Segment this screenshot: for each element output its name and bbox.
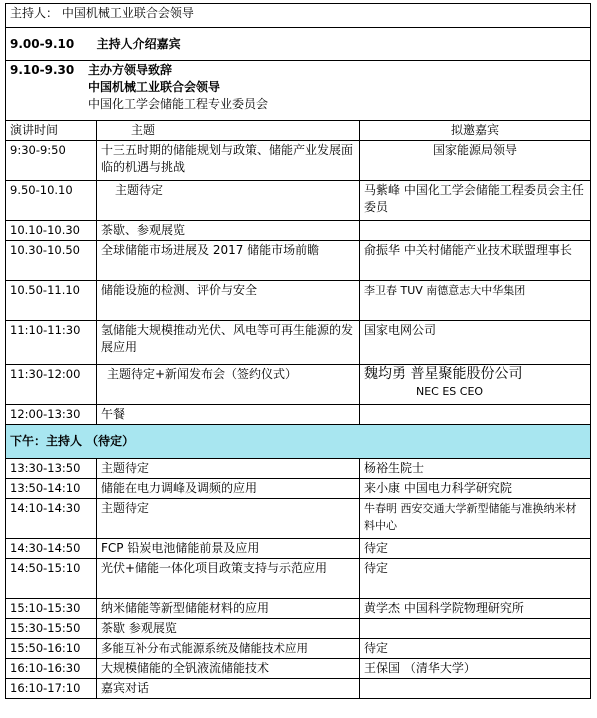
col-topic-header: 主题: [97, 121, 360, 141]
col-time-header: 演讲时间: [6, 121, 97, 141]
table-row: [6, 499, 591, 539]
table-row: [6, 679, 591, 699]
row-topic: 光伏+储能一体化项目政策支持与示范应用: [97, 559, 360, 599]
row-time: 10.30-10.50: [6, 241, 97, 281]
row-speaker: 来小康 中国电力科学研究院: [360, 479, 591, 499]
col-speaker-header: 拟邀嘉宾: [360, 121, 591, 141]
row-topic: 茶歇、参观展览: [97, 221, 360, 241]
opening-title: 主办方领导致辞: [88, 63, 173, 77]
table-row: [6, 599, 591, 619]
intro-cell: [6, 28, 591, 61]
row-time: 12:00-13:30: [6, 405, 97, 425]
row-speaker: 王保国 （清华大学）: [360, 659, 591, 679]
row-speaker: 牛春明 西安交通大学新型储能与准换纳米材料中心: [360, 499, 591, 539]
row-speaker-cell: [360, 365, 591, 405]
row-topic: 主题待定: [97, 499, 360, 539]
afternoon-host-row: [6, 425, 591, 459]
row-time: 15:30-15:50: [6, 619, 97, 639]
table-row: [6, 559, 591, 599]
row-speaker: 国家电网公司: [360, 321, 591, 365]
row-speaker-secondary: NEC ES CEO: [416, 385, 484, 398]
table-row: [6, 459, 591, 479]
opening-line3: 中国化工学会储能工程专业委员会: [88, 97, 269, 111]
morning-host: 主持人： 中国机械工业联合会领导: [6, 4, 591, 28]
row-time: 14:10-14:30: [6, 499, 97, 539]
table-row: [6, 141, 591, 181]
row-time: 10.10-10.30: [6, 221, 97, 241]
table-row: [6, 639, 591, 659]
row-topic: 茶歇 参观展览: [97, 619, 360, 639]
row-speaker: 待定: [360, 559, 591, 599]
row-time: 15:10-15:30: [6, 599, 97, 619]
row-topic: 全球储能市场进展及 2017 储能市场前瞻: [97, 241, 360, 281]
row-topic: FCP 铅炭电池储能前景及应用: [97, 539, 360, 559]
opening-line2: 中国机械工业联合会领导: [88, 80, 221, 94]
row-topic: 主题待定: [97, 181, 360, 221]
row-time: 11:30-12:00: [6, 365, 97, 405]
row-time: 15:50-16:10: [6, 639, 97, 659]
row-topic: 大规模储能的全钒液流储能技术: [97, 659, 360, 679]
table-row: [6, 281, 591, 321]
row-time: 9.50-10.10: [6, 181, 97, 221]
row-time: 11:10-11:30: [6, 321, 97, 365]
row-speaker: 待定: [360, 539, 591, 559]
row-topic: 多能互补分布式能源系统及储能技术应用: [97, 639, 360, 659]
table-row: [6, 539, 591, 559]
host-row: [6, 4, 591, 28]
row-topic: 午餐: [97, 405, 360, 425]
table-row: [6, 619, 591, 639]
opening-cell: [6, 61, 591, 121]
table-row: [6, 479, 591, 499]
row-topic: 嘉宾对话: [97, 679, 360, 699]
row-speaker: [360, 679, 591, 699]
row-topic: 十三五时期的储能规划与政策、储能产业发展面临的机遇与挑战: [97, 141, 360, 181]
row-topic: 储能在电力调峰及调频的应用: [97, 479, 360, 499]
row-topic: 氢储能大规模推动光伏、风电等可再生能源的发展应用: [97, 321, 360, 365]
table-row: [6, 365, 591, 405]
intro-time: 9.00-9.10: [10, 36, 75, 51]
table-row: [6, 221, 591, 241]
row-speaker: 魏均勇 普星聚能股份公司: [364, 366, 523, 382]
opening-time: 9.10-9.30: [10, 63, 75, 77]
row-speaker: 李卫春 TUV 南德意志大中华集团: [360, 281, 591, 321]
row-topic: 纳米储能等新型储能材料的应用: [97, 599, 360, 619]
table-row: [6, 405, 591, 425]
row-speaker: 黄学杰 中国科学院物理研究所: [360, 599, 591, 619]
afternoon-host: 下午：主持人 （待定）: [6, 425, 591, 459]
row-time: 16:10-17:10: [6, 679, 97, 699]
table-row: [6, 659, 591, 679]
row-topic: 储能设施的检测、评价与安全: [97, 281, 360, 321]
row-topic: 主题待定: [97, 459, 360, 479]
row-speaker: 俞振华 中关村储能产业技术联盟理事长: [360, 241, 591, 281]
column-header-row: [6, 121, 591, 141]
row-time: 10.50-11.10: [6, 281, 97, 321]
row-speaker: [360, 405, 591, 425]
row-speaker: 国家能源局领导: [360, 141, 591, 181]
table-row: [6, 321, 591, 365]
table-row: [6, 181, 591, 221]
table-row: [6, 241, 591, 281]
row-time: 9:30-9:50: [6, 141, 97, 181]
row-time: 16:10-16:30: [6, 659, 97, 679]
intro-row: [6, 28, 591, 61]
row-time: 13:30-13:50: [6, 459, 97, 479]
row-time: 13:50-14:10: [6, 479, 97, 499]
row-time: 14:50-15:10: [6, 559, 97, 599]
row-topic: 主题待定+新闻发布会（签约仪式）: [97, 365, 360, 405]
intro-title: 主持人介绍嘉宾: [96, 36, 181, 51]
row-speaker: [360, 221, 591, 241]
row-time: 14:30-14:50: [6, 539, 97, 559]
agenda-table: [5, 3, 591, 699]
opening-row: [6, 61, 591, 121]
row-speaker: 杨裕生院士: [360, 459, 591, 479]
row-speaker: 待定: [360, 639, 591, 659]
row-speaker: 马紫峰 中国化工学会储能工程委员会主任委员: [360, 181, 591, 221]
row-speaker: [360, 619, 591, 639]
